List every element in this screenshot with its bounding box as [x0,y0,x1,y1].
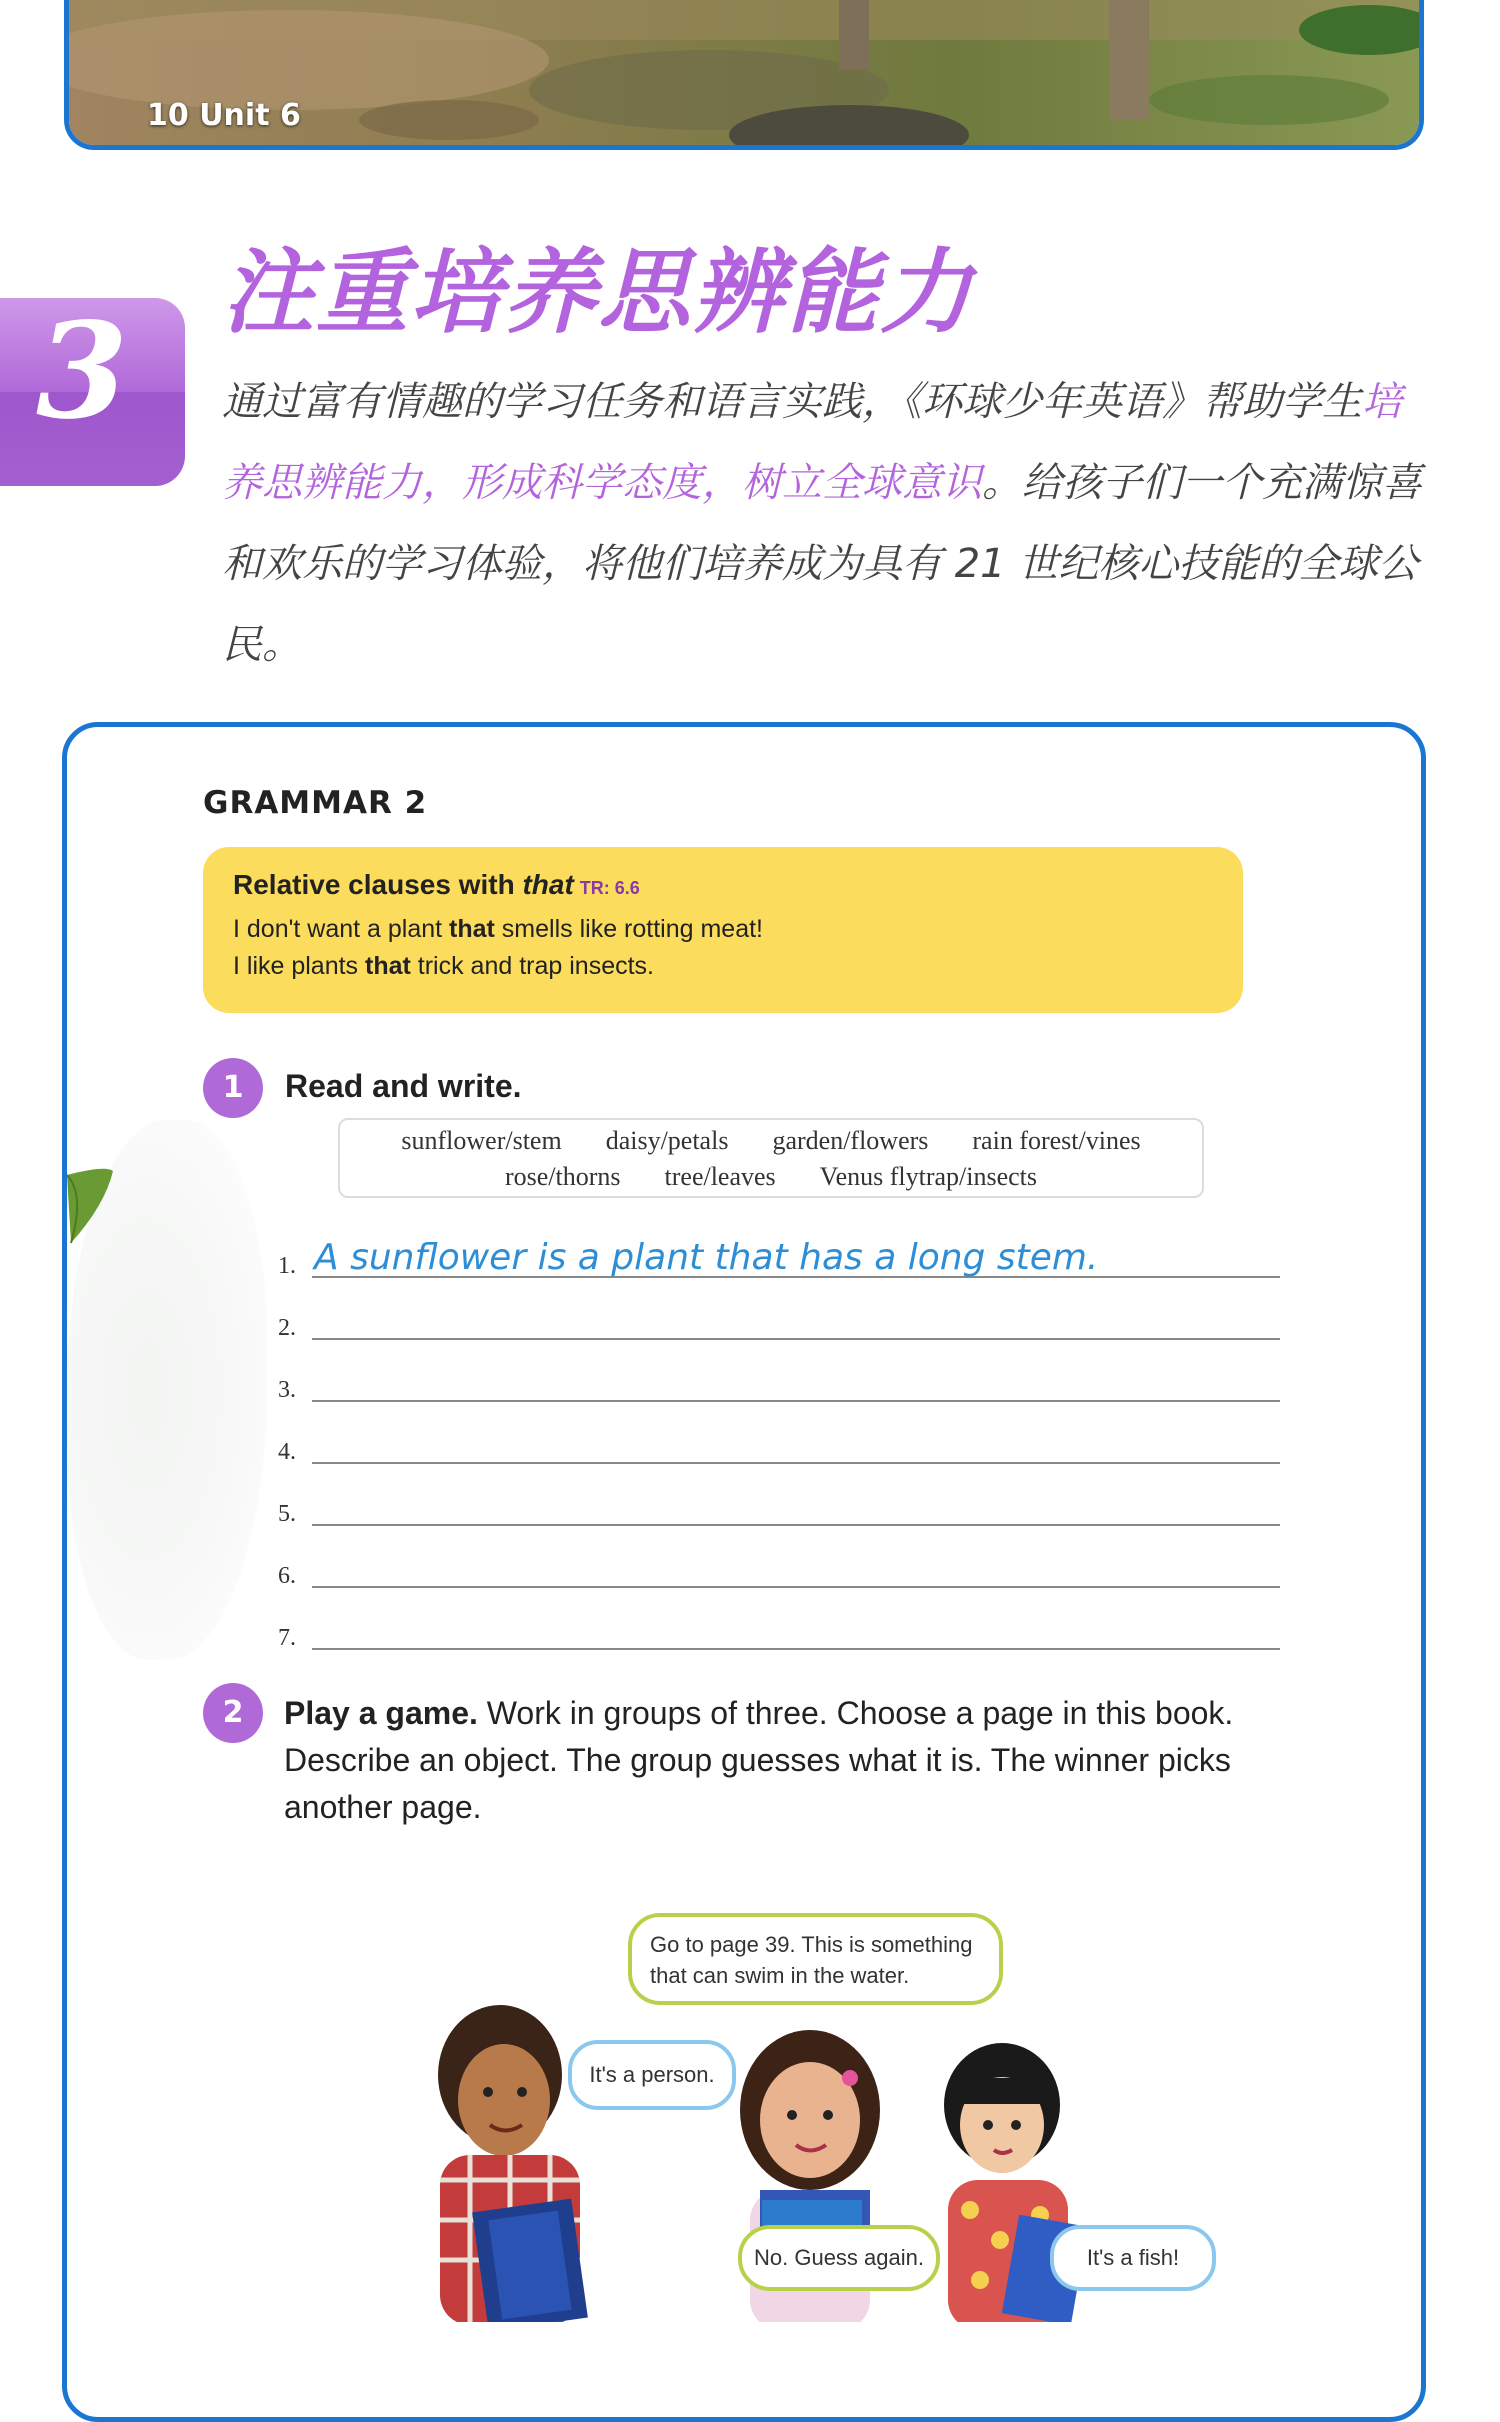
section-body-highlight: 培养思辨能力，形成科学态度，树立全球意识 [222,379,1402,506]
handwritten-answer: A sunflower is a plant that has a long stem. [314,1237,1099,1278]
section-body-part2: 。给孩子们一个充满惊喜和欢乐的学习体验，将他们培养成为具有 21 世纪核心技能的全球公民。 [222,460,1422,668]
writing-rule [312,1648,1280,1650]
answer-line-6[interactable] [278,1550,1280,1590]
section-number: 3 [36,294,128,449]
activity-1-instruction: Read and write. [285,1068,522,1104]
answer-line-3[interactable] [278,1364,1280,1404]
activity-number-1: 1 [203,1058,263,1118]
grammar-example: I don't want a plant that smells like rotting meat! [233,915,763,943]
boy-figure [438,2005,588,2322]
word-pair: Venus flytrap/insects [819,1162,1038,1191]
answer-line-5[interactable] [278,1488,1280,1528]
grammar-box [203,847,1243,1013]
word-pair: rain forest/vines [972,1126,1141,1155]
activity-2-instruction: Play a game. Work in groups of three. Choose a page in this book. Describe an object. The group guesses what it is. The winner picks another page. [284,1695,1234,1825]
word-pair: garden/flowers [772,1126,929,1155]
line-number: 1. [278,1253,296,1279]
track-reference: TR: 6.6 [579,878,640,898]
writing-rule [312,1462,1280,1464]
line-number: 4. [278,1439,296,1465]
writing-rule [312,1586,1280,1588]
writing-rule [312,1338,1280,1340]
answer-line-1[interactable] [278,1237,1280,1280]
landscape-photo [64,0,1424,150]
word-pair: rose/thorns [504,1162,621,1191]
word-pair: tree/leaves [664,1162,776,1191]
line-number: 5. [278,1501,296,1527]
activity-number-2: 2 [203,1683,263,1743]
grammar-title-prefix: Relative clauses with [233,869,523,900]
leaf-icon [65,1165,115,1245]
answer-line-7[interactable] [278,1612,1280,1652]
speech-bubble-guess-again: No. Guess again. [738,2225,940,2291]
grammar-title-keyword: that [522,869,574,900]
speech-bubble-page-39: Go to page 39. This is something that can swim in the water. [628,1913,1003,2005]
page-unit-label: 10 Unit 6 [147,98,301,133]
answer-line-4[interactable] [278,1426,1280,1466]
grammar-example: I like plants that trick and trap insects. [233,952,654,980]
line-number: 7. [278,1625,296,1651]
writing-rule [312,1400,1280,1402]
word-row [340,1162,1202,1192]
line-number: 2. [278,1315,296,1341]
writing-rule [312,1524,1280,1526]
word-row [340,1126,1202,1156]
speech-bubble-person: It's a person. [568,2040,736,2110]
line-number: 6. [278,1563,296,1589]
word-box [338,1118,1204,1198]
word-pair: sunflower/stem [401,1126,562,1155]
speech-bubble-fish: It's a fish! [1050,2225,1216,2291]
line-number: 3. [278,1377,296,1403]
word-pair: daisy/petals [605,1126,729,1155]
grammar-box-title [233,869,1213,901]
section-title: 注重培养思辨能力 [222,239,975,346]
grammar-heading: GRAMMAR 2 [203,785,428,821]
answer-line-2[interactable] [278,1302,1280,1342]
section-body-part1: 通过富有情趣的学习任务和语言实践，《环球少年英语》帮助学生 [222,379,1362,425]
section-number-badge [0,294,185,486]
section-description [222,362,1432,686]
